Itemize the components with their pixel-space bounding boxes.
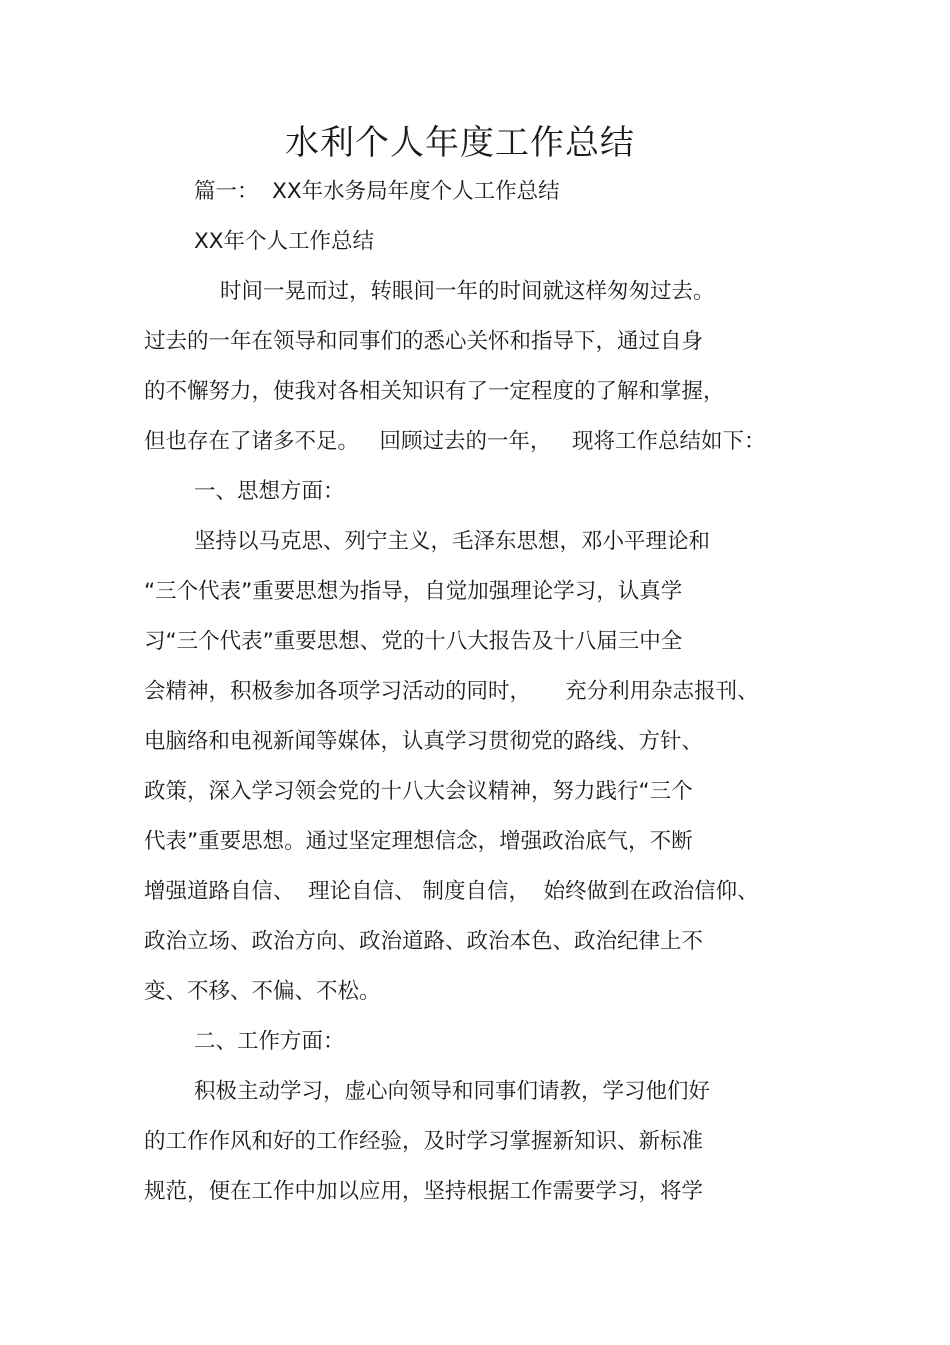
paragraph-line: “三个代表”重要思想为指导，自觉加强理论学习，认真学 bbox=[144, 579, 683, 604]
subtitle-line: 篇一： XX年水务局年度个人工作总结 bbox=[194, 179, 560, 204]
section-heading: 二、工作方面： bbox=[194, 1029, 345, 1054]
paragraph-line: 电脑络和电视新闻等媒体，认真学习贯彻党的路线、方针、 bbox=[144, 729, 704, 754]
paragraph-line: 政治立场、政治方向、政治道路、政治本色、政治纪律上不 bbox=[144, 929, 704, 954]
section-heading: 一、思想方面： bbox=[194, 479, 345, 504]
paragraph-line: 规范，便在工作中加以应用，坚持根据工作需要学习，将学 bbox=[144, 1179, 704, 1204]
paragraph-line: 代表”重要思想。通过坚定理想信念，增强政治底气，不断 bbox=[144, 829, 693, 854]
paragraph-line: 过去的一年在领导和同事们的悉心关怀和指导下，通过自身 bbox=[144, 329, 704, 354]
paragraph-line: 时间一晃而过，转眼间一年的时间就这样匆匆过去。 bbox=[220, 279, 715, 304]
paragraph-line: 积极主动学习，虚心向领导和同事们请教，学习他们好 bbox=[194, 1079, 711, 1104]
paragraph-line: 坚持以马克思、列宁主义，毛泽东思想，邓小平理论和 bbox=[194, 529, 711, 554]
paragraph-line: 的不懈努力，使我对各相关知识有了一定程度的了解和掌握， bbox=[144, 379, 725, 404]
paragraph-line: 但也存在了诸多不足。 回顾过去的一年， 现将工作总结如下： bbox=[144, 429, 766, 454]
document-title: 水利个人年度工作总结 bbox=[285, 123, 635, 163]
paragraph-line: 习“三个代表”重要思想、党的十八大报告及十八届三中全 bbox=[144, 629, 683, 654]
paragraph-line: 增强道路自信、 理论自信、 制度自信， 始终做到在政治信仰、 bbox=[144, 879, 759, 904]
paragraph-line: 变、不移、不偏、不松。 bbox=[144, 979, 381, 1004]
paragraph-line: 会精神，积极参加各项学习活动的同时， 充分利用杂志报刊、 bbox=[144, 679, 759, 704]
paragraph-line: 的工作作风和好的工作经验，及时学习掌握新知识、新标准 bbox=[144, 1129, 704, 1154]
paragraph-line: 政策，深入学习领会党的十八大会议精神，努力践行“三个 bbox=[144, 779, 693, 804]
section-heading: XX年个人工作总结 bbox=[194, 229, 374, 254]
